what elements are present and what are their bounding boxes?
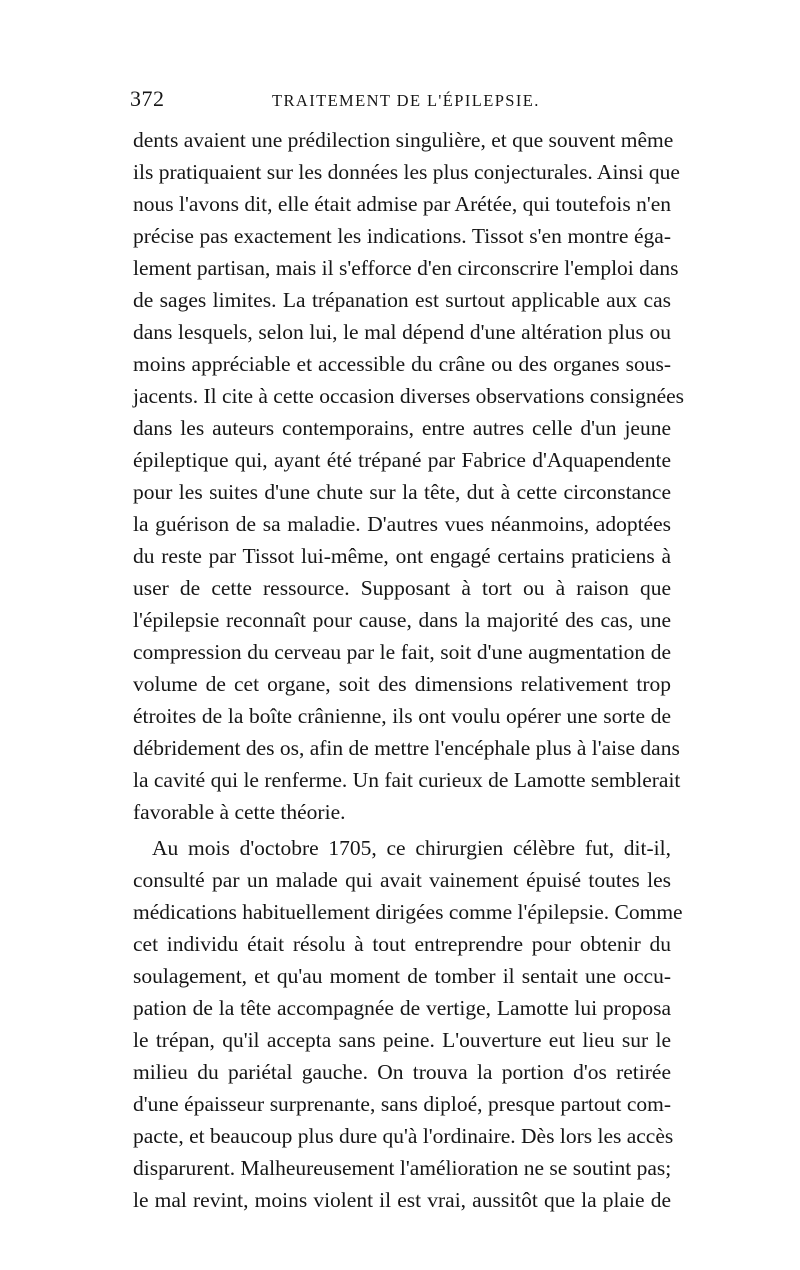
text-line: dents avaient une prédilection singulière, et que souvent même: [133, 128, 674, 152]
text-line: de sages limites. La trépanation est surtout applicable aux cas: [133, 288, 671, 312]
text-line: la guérison de sa maladie. D'autres vues néanmoins, adoptées: [133, 512, 671, 536]
text-line: le trépan, qu'il accepta sans peine. L'ouverture eut lieu sur le: [133, 1028, 671, 1052]
text-line: jacents. Il cite à cette occasion diverses observations consignées: [133, 384, 685, 408]
text-line: compression du cerveau par le fait, soit d'une augmentation de: [133, 640, 671, 664]
text-line: lement partisan, mais il s'efforce d'en circonscrire l'emploi dans: [133, 256, 679, 280]
text-line: dans les auteurs contemporains, entre autres celle d'un jeune: [133, 416, 671, 440]
paragraph-first-line: Au mois d'octobre 1705, ce chirurgien célèbre fut, dit-il,: [152, 836, 671, 860]
text-line: nous l'avons dit, elle était admise par Arétée, qui toutefois n'en: [133, 192, 671, 216]
text-line: moins appréciable et accessible du crâne ou des organes sous-: [133, 352, 671, 376]
text-line: volume de cet organe, soit des dimensions relativement trop: [133, 672, 671, 696]
text-line: étroites de la boîte crânienne, ils ont voulu opérer une sorte de: [133, 704, 671, 728]
text-line: l'épilepsie reconnaît pour cause, dans la majorité des cas, une: [133, 608, 671, 632]
text-line: du reste par Tissot lui-même, ont engagé certains praticiens à: [133, 544, 671, 568]
text-line: pation de la tête accompagnée de vertige, Lamotte lui proposa: [133, 996, 671, 1020]
text-line: médications habituellement dirigées comme l'épilepsie. Comme: [133, 900, 683, 924]
text-line: favorable à cette théorie.: [133, 800, 346, 824]
text-line: dans lesquels, selon lui, le mal dépend d'une altération plus ou: [133, 320, 671, 344]
running-head: TRAITEMENT DE L'ÉPILEPSIE.: [272, 91, 540, 110]
text-line: soulagement, et qu'au moment de tomber il sentait une occu-: [133, 964, 671, 988]
text-line: la cavité qui le renferme. Un fait curieux de Lamotte semblerait: [133, 768, 681, 792]
text-line: d'une épaisseur surprenante, sans diploé, presque partout com-: [133, 1092, 671, 1116]
text-line: cet individu était résolu à tout entreprendre pour obtenir du: [133, 932, 671, 956]
text-line: milieu du pariétal gauche. On trouva la portion d'os retirée: [133, 1060, 671, 1084]
text-line: pacte, et beaucoup plus dure qu'à l'ordinaire. Dès lors les accès: [133, 1124, 674, 1148]
text-line: épileptique qui, ayant été trépané par Fabrice d'Aquapendente: [133, 448, 671, 472]
text-line: ils pratiquaient sur les données les plus conjecturales. Ainsi que: [133, 160, 680, 184]
text-line: consulté par un malade qui avait vainement épuisé toutes les: [133, 868, 671, 892]
text-line: user de cette ressource. Supposant à tort ou à raison que: [133, 576, 671, 600]
text-line: pour les suites d'une chute sur la tête, dut à cette circonstance: [133, 480, 671, 504]
text-line: précise pas exactement les indications. Tissot s'en montre éga-: [133, 224, 671, 248]
text-line: disparurent. Malheureusement l'amélioration ne se soutint pas;: [133, 1156, 672, 1180]
text-line: le mal revint, moins violent il est vrai, aussitôt que la plaie de: [133, 1188, 671, 1212]
text-line: débridement des os, afin de mettre l'encéphale plus à l'aise dans: [133, 736, 680, 760]
page-number: 372: [130, 86, 165, 111]
